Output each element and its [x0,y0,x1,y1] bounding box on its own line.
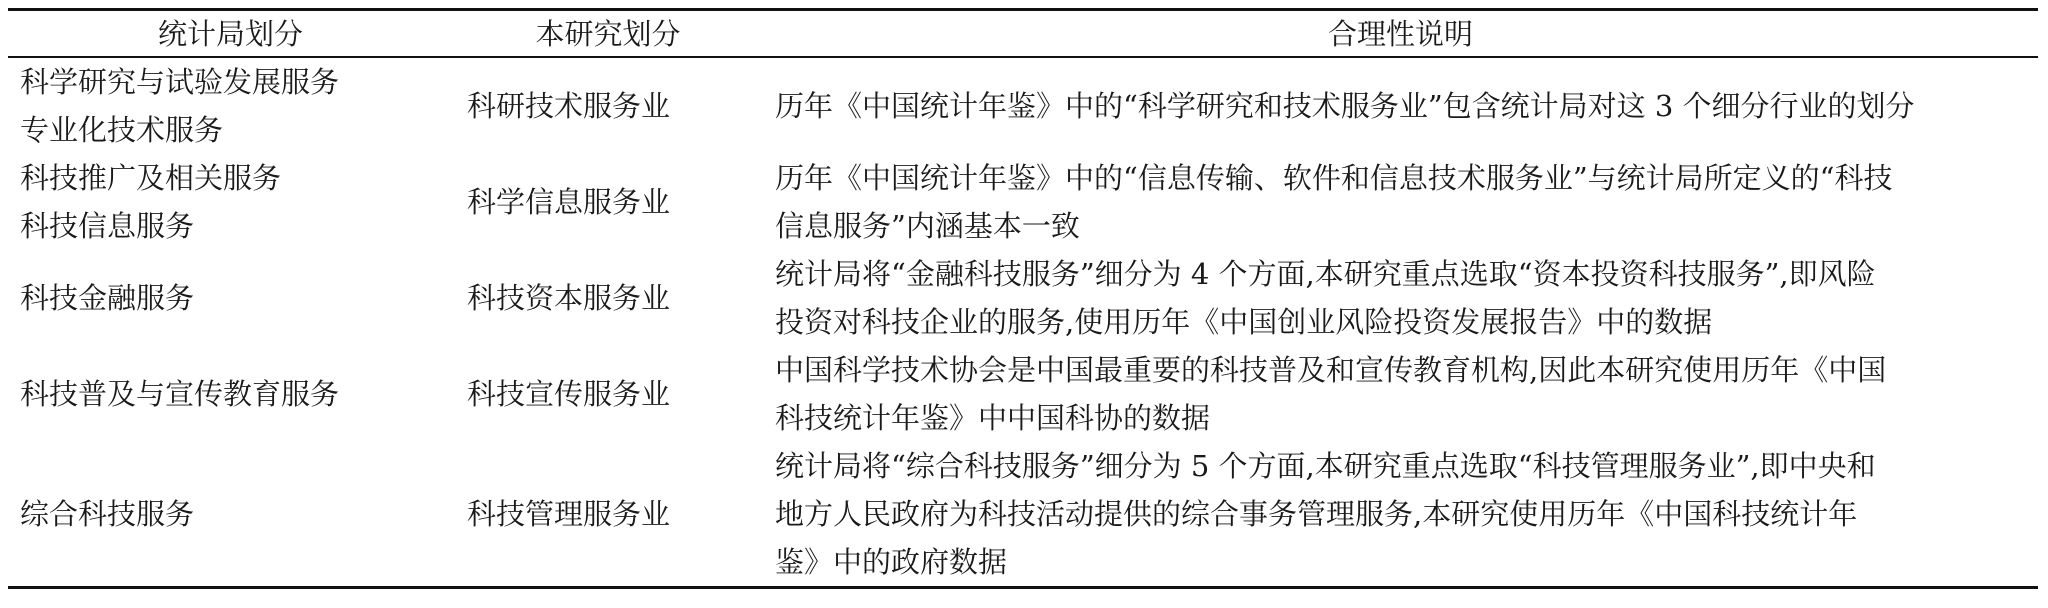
header-stats-division: 统计局划分 [157,16,303,51]
cell-text: 科学研究与试验发展服务 [20,65,340,99]
rationale-cell [763,57,2038,154]
stats-division-cell [8,250,453,346]
cell-text: 科技普及与宣传教育服务 [20,377,340,411]
cell-text: 科技金融服务 [20,281,195,315]
cell-text: 科技统计年鉴》中中国科协的数据 [775,401,1211,435]
cell-text: 地方人民政府为科技活动提供的综合事务管理服务,本研究使用历年《中国科技统计年 [775,497,1858,531]
header-rationale: 合理性说明 [1327,16,1473,51]
cell-text: 信息服务”内涵基本一致 [775,209,1080,243]
cell-text: 历年《中国统计年鉴》中的“科学研究和技术服务业”包含统计局对这 3 个细分行业的划分 [775,89,1915,123]
cell-text: 鉴》中的政府数据 [775,545,1008,579]
cell-text: 中国科学技术协会是中国最重要的科技普及和宣传教育机构,因此本研究使用历年《中国 [775,353,1887,387]
table-header-row [8,10,2038,58]
table-row [8,154,2038,250]
header-research-division: 本研究划分 [535,16,681,51]
stats-division-cell [8,442,453,588]
table-row [8,442,2038,588]
cell-text: 投资对科技企业的服务,使用历年《中国创业风险投资发展报告》中的数据 [775,305,1713,339]
table-row [8,250,2038,346]
cell-text: 历年《中国统计年鉴》中的“信息传输、软件和信息技术服务业”与统计局所定义的“科技 [775,161,1893,195]
cell-text: 统计局将“金融科技服务”细分为 4 个方面,本研究重点选取“资本投资科技服务”,即风险 [775,257,1876,291]
research-division-cell: 科技宣传服务业 [467,377,671,411]
classification-table [8,8,2038,589]
rationale-cell [763,346,2038,442]
rationale-cell [763,442,2038,588]
stats-division-cell [8,346,453,442]
cell-text: 科技信息服务 [20,209,195,243]
rationale-cell [763,250,2038,346]
research-division-cell: 科技管理服务业 [467,497,671,531]
table-row [8,346,2038,442]
rationale-cell [763,154,2038,250]
stats-division-cell [8,154,453,250]
research-division-cell: 科技资本服务业 [467,281,671,315]
research-division-cell: 科研技术服务业 [467,89,671,123]
table-row [8,57,2038,154]
cell-text: 专业化技术服务 [20,113,224,147]
stats-division-cell [8,57,453,154]
cell-text: 统计局将“综合科技服务”细分为 5 个方面,本研究重点选取“科技管理服务业”,即中央和 [775,449,1876,483]
cell-text: 综合科技服务 [20,497,195,531]
cell-text: 科技推广及相关服务 [20,161,282,195]
research-division-cell: 科学信息服务业 [467,185,671,219]
